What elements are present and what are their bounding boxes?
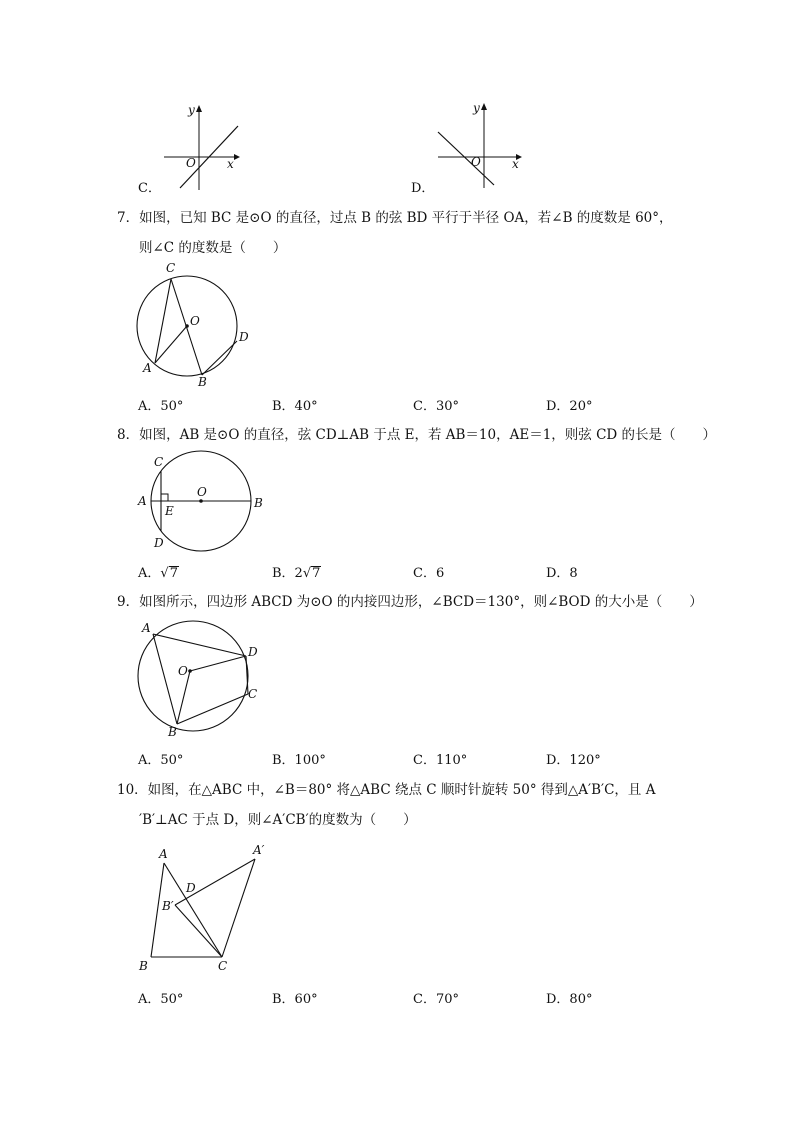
q10-stem-line1: 10．如图，在△ABC 中，∠B＝80° 将△ABC 绕点 C 顺时针旋转 50° 得到△A′B′C，且 A — [117, 782, 656, 798]
q9-label-o: O — [178, 664, 188, 678]
q8-stem-line1: 8．如图，AB 是⊙O 的直径，弦 CD⊥AB 于点 E，若 AB＝10，AE＝1，则弦 CD 的长是（ ） — [117, 427, 717, 443]
q8-figure — [130, 448, 275, 556]
q9-figure — [130, 614, 270, 744]
q10-stem-line2: ′B′⊥AC 于点 D，则∠A′CB′的度数为（ ） — [139, 812, 417, 828]
q8-option-b-prefix: B．2 — [272, 566, 303, 581]
radical-sign-icon: √ — [302, 566, 312, 581]
q7-option-a[interactable]: A．50° — [138, 399, 184, 414]
q7-label-d: D — [239, 330, 249, 344]
q8-label-c: C — [154, 455, 164, 469]
q8-option-c[interactable]: C．6 — [413, 566, 445, 581]
q10-label-b-prime: B′ — [162, 899, 174, 913]
q9-label-d: D — [248, 645, 258, 659]
q6-graph-c — [150, 100, 260, 195]
q10-label-c: C — [218, 959, 228, 973]
q6-option-c[interactable]: C． — [138, 181, 161, 196]
q9-option-a[interactable]: A．50° — [138, 753, 184, 768]
q8-label-e: E — [165, 504, 174, 518]
q7-label-b: B — [198, 375, 207, 389]
q7-option-d[interactable]: D．20° — [546, 399, 593, 414]
q10-label-a-prime: A′ — [253, 843, 265, 857]
q8-option-b[interactable] — [272, 562, 321, 581]
q8-label-o: O — [197, 485, 207, 499]
q7-label-o: O — [190, 314, 200, 328]
q9-label-a: A — [142, 621, 151, 635]
q8-label-a: A — [138, 494, 147, 508]
q7-label-c: C — [166, 261, 176, 275]
q8-label-b: B — [254, 496, 263, 510]
q7-label-a: A — [143, 361, 152, 375]
q6d-axis-x-label: x — [512, 157, 519, 171]
q10-option-d[interactable]: D．80° — [546, 992, 593, 1007]
q7-stem-line2: 则∠C 的度数是（ ） — [139, 240, 287, 256]
q8-label-d: D — [154, 536, 164, 550]
q10-figure — [135, 840, 285, 980]
q6c-origin-label: O — [186, 156, 196, 170]
q9-label-c: C — [248, 687, 258, 701]
q10-option-b[interactable]: B．60° — [272, 992, 318, 1007]
q8-option-b-radicand: 7 — [312, 566, 321, 581]
q8-option-a-radicand: 7 — [169, 566, 178, 581]
q10-label-d: D — [186, 881, 196, 895]
q6d-axis-y-label: y — [473, 101, 480, 115]
q10-label-a: A — [159, 847, 168, 861]
q6d-origin-label: O — [471, 155, 481, 169]
q10-option-a[interactable]: A．50° — [138, 992, 184, 1007]
q9-option-b[interactable]: B．100° — [272, 753, 326, 768]
q9-label-b: B — [168, 725, 177, 739]
q6-option-d[interactable]: D． — [411, 181, 435, 196]
q8-option-a-prefix: A． — [138, 566, 161, 581]
q7-option-b[interactable]: B．40° — [272, 399, 318, 414]
q7-stem-line1: 7．如图，已知 BC 是⊙O 的直径，过点 B 的弦 BD 平行于半径 OA，若∠B 的度数是 60°， — [117, 210, 673, 226]
q6-graph-d — [430, 98, 540, 193]
q6c-axis-x-label: x — [227, 157, 234, 171]
q8-option-d[interactable]: D．8 — [546, 566, 578, 581]
q6c-axis-y-label: y — [188, 103, 195, 117]
q10-label-b: B — [139, 959, 148, 973]
q10-option-c[interactable]: C．70° — [413, 992, 459, 1007]
q7-figure — [130, 256, 260, 391]
q7-option-c[interactable]: C．30° — [413, 399, 459, 414]
q8-option-a[interactable] — [138, 562, 179, 581]
q9-option-d[interactable]: D．120° — [546, 753, 601, 768]
radical-sign-icon: √ — [160, 566, 169, 581]
q9-option-c[interactable]: C．110° — [413, 753, 468, 768]
q9-stem-line1: 9．如图所示，四边形 ABCD 为⊙O 的内接四边形，∠BCD＝130°，则∠BOD 的大小是（ ） — [117, 594, 703, 610]
